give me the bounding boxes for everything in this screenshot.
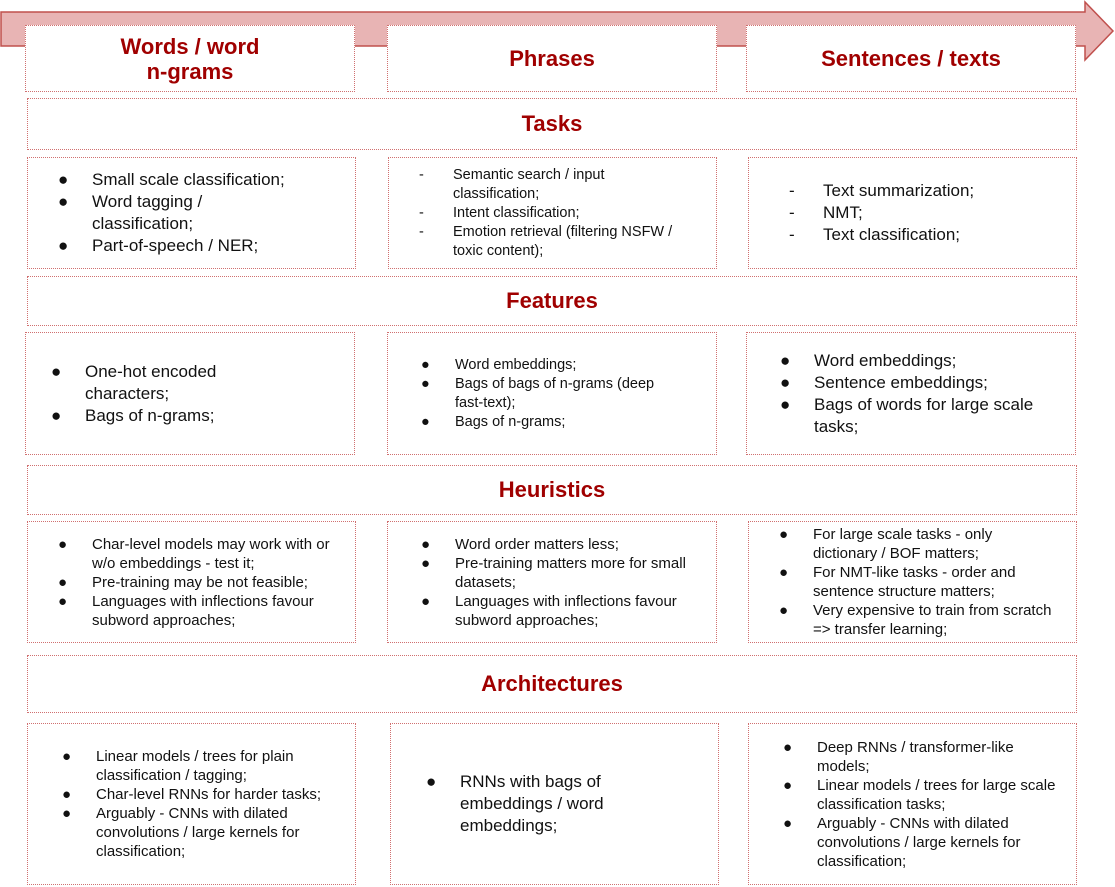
list-item: - Intent classification; [419,204,580,221]
features-sentences-cell [746,332,1076,455]
list-item: ● Bags of bags of n-grams (deep fast-text); [421,375,655,411]
heuristics-phrases-list [421,535,701,630]
list-item: ● One-hot encoded characters; [51,361,217,403]
list-item: ● Bags of words for large scale tasks; [780,394,1034,436]
heuristics-phrases-cell [387,521,717,643]
section-header-features [27,276,1077,326]
list-item: ● Small scale classification; [58,170,285,189]
architectures-phrases-cell [390,723,719,885]
architectures-sentences-cell [748,723,1077,885]
features-phrases-cell [387,332,717,455]
column-header-phrases [387,25,717,92]
list-item: ● Char-level models may work with or w/o embeddings - test it; [58,535,330,572]
list-item: ● Part-of-speech / NER; [58,236,259,255]
section-header-tasks [27,98,1077,150]
list-item: - Text summarization; [789,181,975,200]
column-header-words [25,25,355,92]
heuristics-words-cell [27,521,356,643]
architectures-phrases-list [426,771,660,837]
section-title: Features [506,288,598,313]
list-item: ● Word embeddings; [780,350,957,370]
list-item: ● Linear models / trees for large scale classification tasks; [783,776,1056,813]
tasks-words-list [58,169,285,257]
list-item: - Semantic search / input classification; [419,166,605,202]
architectures-sentences-list [783,738,1068,871]
tasks-words-cell [27,157,356,269]
section-title: Architectures [481,671,623,696]
features-words-list [51,361,255,427]
section-header-heuristics [27,465,1077,515]
section-title: Tasks [521,111,583,136]
list-item: ● Bags of n-grams; [51,405,215,425]
heuristics-words-list [58,535,343,630]
list-item: ● Sentence embeddings; [780,372,988,392]
list-item: - Text classification; [789,225,960,244]
column-title: Sentences / texts [821,46,1001,71]
list-item: ● RNNs with bags of embeddings / word embeddings; [426,772,604,835]
architectures-words-list [62,747,347,861]
list-item: ● Arguably - CNNs with dilated convolutions / large kernels for classification; [62,805,300,860]
list-item: ● For large scale tasks - only dictionary / BOF matters; [779,526,993,562]
tasks-sentences-list [789,180,974,246]
column-header-sentences [746,25,1076,92]
column-title: Phrases [509,46,595,71]
list-item: - NMT; [789,203,863,222]
section-title: Heuristics [498,477,606,502]
list-item: ● Very expensive to train from scratch => transfer learning; [779,602,1052,638]
section-header-architectures [27,655,1077,713]
tasks-sentences-cell [748,157,1077,269]
tasks-phrases-cell [388,157,717,269]
list-item: - Emotion retrieval (filtering NSFW / toxic content); [419,223,673,259]
column-title-line: n-grams [146,58,234,84]
list-item: ● Word order matters less; [421,535,619,553]
list-item: ● Pre-training matters more for small datasets; [421,554,686,591]
list-item: ● Char-level RNNs for harder tasks; [62,786,322,803]
features-phrases-list [421,356,685,432]
list-item: ● Word embeddings; [421,356,577,373]
features-words-cell [25,332,355,455]
column-title-line: Words / word [120,33,260,59]
list-item: ● Deep RNNs / transformer-like models; [783,738,1014,775]
list-item: ● Languages with inflections favour subword approaches; [421,592,677,629]
list-item: ● Linear models / trees for plain classification / tagging; [62,748,294,784]
list-item: ● Word tagging / classification; [58,192,203,233]
list-item: ● For NMT-like tasks - order and sentence structure matters; [779,564,1016,600]
list-item: ● Arguably - CNNs with dilated convolutions / large kernels for classification; [783,814,1021,870]
architectures-words-cell [27,723,356,885]
list-item: ● Bags of n-grams; [421,413,566,430]
features-sentences-list [780,350,1044,438]
tasks-phrases-list [419,166,694,261]
heuristics-sentences-list [779,525,1059,639]
list-item: ● Languages with inflections favour subword approaches; [58,592,314,629]
heuristics-sentences-cell [748,521,1077,643]
list-item: ● Pre-training may be not feasible; [58,573,308,591]
